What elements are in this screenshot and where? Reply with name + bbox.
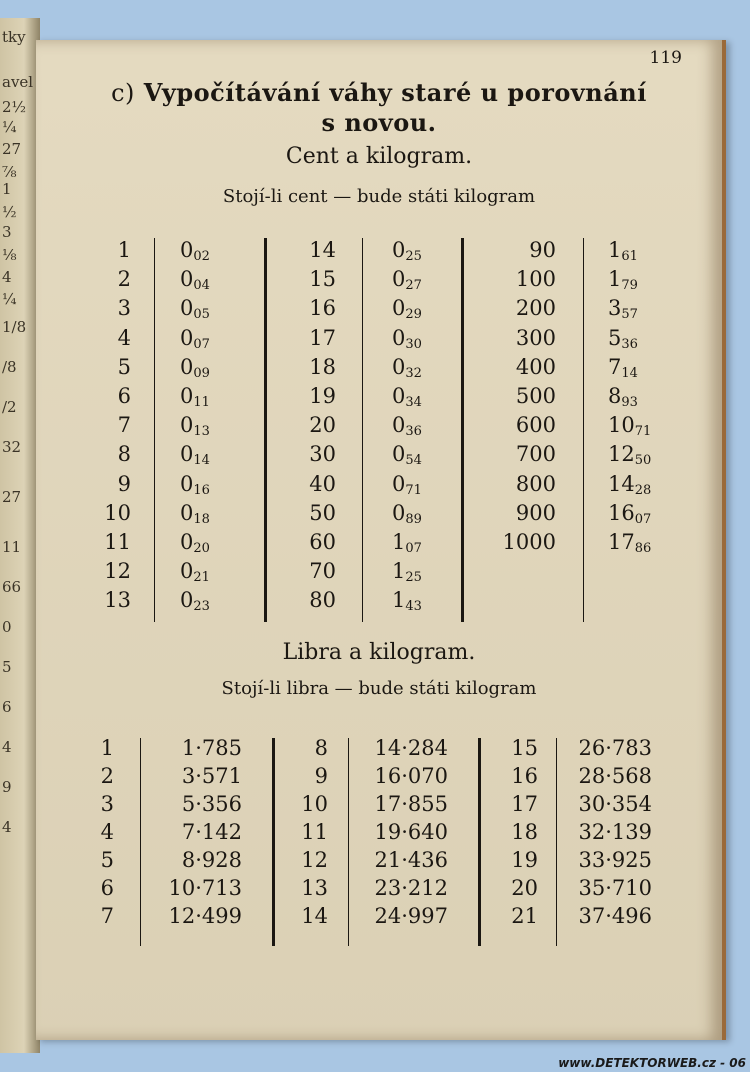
left-page-fragment: 0 (2, 618, 12, 636)
weight-decimal: 25 (405, 249, 422, 264)
weight-cell: 26·783 (578, 736, 652, 760)
chapter-heading-line2: s novou. (321, 108, 437, 137)
weight-integer: 0 (180, 354, 194, 379)
price-cell: 8 (117, 442, 131, 467)
watermark: www.DETEKTORWEB.cz - 06 (558, 1056, 746, 1070)
price-cell: 7 (117, 413, 131, 438)
heading-prefix: c) (111, 79, 135, 107)
weight-integer: 0 (180, 238, 194, 262)
weight-integer: 0 (392, 500, 406, 525)
price-cell: 12 (301, 848, 328, 872)
price-cell: 20 (511, 876, 538, 900)
price-cell: 900 (515, 500, 556, 525)
weight-decimal: 71 (634, 424, 652, 440)
price-cell: 4 (100, 820, 114, 844)
weight-decimal: 27 (405, 278, 422, 294)
left-page-fragment: 66 (2, 578, 22, 596)
weight-cell: 35·710 (578, 876, 652, 900)
left-page-fragment: /2 (2, 398, 17, 416)
book-page (36, 40, 726, 1040)
left-page-fragment: ¼ (2, 290, 17, 308)
section2-divider (140, 738, 141, 946)
weight-decimal: 36 (621, 336, 638, 352)
weight-integer: 0 (180, 530, 194, 554)
weight-decimal: 23 (193, 599, 210, 615)
weight-decimal: 28 (634, 482, 652, 498)
weight-integer: 0 (180, 471, 194, 496)
price-cell: 700 (515, 442, 556, 467)
heading-text-line1: Vypočítávání váhy staré u porovnání (143, 78, 647, 107)
left-page-fragment: 9 (2, 778, 12, 796)
left-page-fragment: 6 (2, 698, 12, 716)
price-cell: 18 (309, 354, 336, 379)
weight-decimal: 43 (405, 599, 422, 615)
left-page-fragment: tky (2, 28, 26, 46)
weight-decimal: 09 (193, 365, 210, 381)
weight-integer: 16 (608, 500, 635, 525)
weight-integer: 0 (392, 442, 406, 467)
section1-description: Stojí-li cent — bude státi kilogram (222, 186, 536, 207)
price-cell: 5 (100, 848, 114, 872)
weight-decimal: 14 (193, 453, 210, 469)
weight-integer: 7 (608, 354, 622, 379)
price-cell: 16 (511, 764, 538, 788)
price-cell: 90 (529, 238, 556, 262)
chapter-heading-line1 (36, 78, 722, 108)
weight-decimal: 20 (193, 541, 210, 556)
price-cell: 6 (117, 384, 131, 408)
weight-integer: 8 (608, 384, 622, 408)
weight-integer: 1 (392, 530, 406, 554)
price-cell: 13 (301, 876, 328, 900)
price-cell: 3 (117, 296, 131, 321)
price-cell: 70 (309, 559, 336, 584)
section2-group-rule (478, 738, 481, 946)
price-cell: 40 (309, 471, 336, 496)
weight-decimal: 07 (634, 511, 652, 527)
left-page-fragment: 32 (2, 438, 22, 456)
price-cell: 2 (117, 267, 131, 292)
price-cell: 19 (511, 848, 538, 872)
weight-decimal: 29 (405, 307, 422, 323)
weight-decimal: 13 (193, 424, 210, 440)
price-cell: 3 (100, 792, 114, 816)
weight-decimal: 07 (405, 541, 422, 556)
weight-cell: 5·356 (181, 792, 242, 816)
left-page-fragment: ⅛ (2, 246, 17, 264)
weight-cell: 14·284 (374, 736, 448, 760)
price-cell: 100 (515, 267, 556, 292)
weight-integer: 5 (608, 325, 622, 350)
price-cell: 500 (515, 384, 556, 408)
weight-integer: 1 (392, 588, 406, 613)
weight-decimal: 61 (621, 249, 638, 264)
section2-title: Libra a kilogram. (282, 640, 476, 665)
price-cell: 50 (309, 500, 336, 525)
left-page-fragment: avel (2, 73, 34, 91)
weight-decimal: 32 (405, 365, 422, 381)
weight-cell: 16·070 (374, 764, 448, 788)
price-cell: 1 (100, 736, 114, 760)
weight-cell: 32·139 (578, 820, 652, 844)
price-cell: 1000 (502, 530, 556, 554)
price-cell: 10 (301, 792, 328, 816)
price-cell: 13 (104, 588, 131, 613)
weight-cell: 19·640 (374, 820, 448, 844)
weight-decimal: 25 (405, 570, 422, 586)
weight-integer: 14 (608, 471, 635, 496)
price-cell: 12 (104, 559, 131, 584)
weight-decimal: 79 (621, 278, 638, 294)
section1-group-rule (264, 238, 267, 622)
price-cell: 9 (314, 764, 328, 788)
weight-cell: 23·212 (374, 876, 448, 900)
price-cell: 6 (100, 876, 114, 900)
price-cell: 300 (515, 325, 556, 350)
left-page-fragment: 27 (2, 488, 22, 506)
weight-cell: 33·925 (578, 848, 652, 872)
weight-cell: 12·499 (168, 904, 242, 928)
left-page-fragment: 4 (2, 738, 12, 756)
price-cell: 60 (309, 530, 336, 554)
weight-integer: 0 (180, 442, 194, 467)
weight-cell (180, 586, 210, 621)
section1-group-rule (461, 238, 464, 622)
weight-integer: 0 (392, 413, 406, 438)
left-page-fragment: /8 (2, 358, 17, 376)
weight-integer: 0 (180, 413, 194, 438)
weight-cell (392, 586, 422, 621)
weight-decimal: 71 (405, 482, 422, 498)
weight-decimal: 21 (193, 570, 210, 586)
section2-description: Stojí-li libra — bude státi kilogram (221, 678, 537, 699)
left-page-fragment: 4 (2, 818, 12, 836)
price-cell: 4 (117, 325, 131, 350)
price-cell: 14 (309, 238, 336, 262)
weight-cell: 7·142 (181, 820, 242, 844)
section1-divider (583, 238, 584, 622)
left-page-fragment: 27 (2, 140, 22, 158)
weight-cell: 28·568 (578, 764, 652, 788)
weight-integer: 0 (392, 238, 406, 262)
weight-integer: 0 (180, 559, 194, 584)
section2-group-rule (272, 738, 275, 946)
weight-cell: 37·496 (578, 904, 652, 928)
weight-decimal: 36 (405, 424, 422, 440)
weight-cell: 8·928 (181, 848, 242, 872)
section2-divider (348, 738, 349, 946)
page-number: 119 (649, 48, 682, 68)
weight-cell: 3·571 (181, 764, 242, 788)
left-page-fragment: 11 (2, 538, 22, 556)
left-page-fragment: 2½ (2, 98, 27, 116)
weight-integer: 0 (180, 588, 194, 613)
price-cell: 8 (314, 736, 328, 760)
weight-integer: 17 (608, 530, 635, 554)
weight-integer: 0 (392, 325, 406, 350)
price-cell: 21 (511, 904, 538, 928)
weight-decimal: 57 (621, 307, 638, 323)
weight-integer: 0 (180, 267, 194, 292)
weight-integer: 12 (608, 442, 635, 467)
left-page-fragment: 3 (2, 223, 12, 241)
weight-integer: 10 (608, 413, 635, 438)
left-page-fragment: 1 (2, 180, 12, 198)
weight-integer: 0 (180, 325, 194, 350)
price-cell: 2 (100, 764, 114, 788)
price-cell: 7 (100, 904, 114, 928)
section1-divider (362, 238, 363, 622)
weight-integer: 0 (180, 500, 194, 525)
weight-decimal: 89 (405, 511, 422, 527)
weight-decimal: 30 (405, 336, 422, 352)
price-cell: 17 (511, 792, 538, 816)
left-page-fragment: 4 (2, 268, 12, 286)
price-cell: 5 (117, 354, 131, 379)
price-cell: 11 (301, 820, 328, 844)
weight-integer: 0 (392, 354, 406, 379)
price-cell: 11 (104, 530, 131, 554)
weight-decimal: 07 (193, 336, 210, 352)
weight-decimal: 05 (193, 307, 210, 323)
weight-integer: 3 (608, 296, 622, 321)
weight-decimal: 11 (193, 395, 210, 410)
weight-decimal: 14 (621, 365, 638, 381)
section1-title: Cent a kilogram. (285, 144, 473, 169)
weight-cell: 1·785 (181, 736, 242, 760)
price-cell: 1 (117, 238, 131, 262)
left-page-fragment: 1/8 (2, 318, 27, 336)
weight-cell: 10·713 (168, 876, 242, 900)
price-cell: 15 (511, 736, 538, 760)
weight-decimal: 34 (405, 395, 422, 410)
weight-integer: 0 (392, 384, 406, 408)
weight-integer: 1 (608, 238, 622, 262)
left-page-fragment: ¼ (2, 118, 17, 136)
price-cell: 30 (309, 442, 336, 467)
price-cell: 800 (515, 471, 556, 496)
price-cell: 15 (309, 267, 336, 292)
weight-decimal: 86 (634, 541, 652, 556)
weight-integer: 0 (392, 296, 406, 321)
weight-integer: 0 (392, 267, 406, 292)
price-cell: 17 (309, 325, 336, 350)
price-cell: 9 (117, 471, 131, 496)
price-cell: 18 (511, 820, 538, 844)
left-page-edge (0, 18, 40, 1053)
left-page-fragment: ½ (2, 203, 17, 221)
weight-decimal: 54 (405, 453, 422, 469)
weight-integer: 0 (392, 471, 406, 496)
weight-decimal: 18 (193, 511, 210, 527)
weight-integer: 1 (608, 267, 622, 292)
price-cell: 600 (515, 413, 556, 438)
price-cell: 10 (104, 500, 131, 525)
price-cell: 19 (309, 384, 336, 408)
price-cell: 16 (309, 296, 336, 321)
price-cell: 400 (515, 354, 556, 379)
weight-cell: 30·354 (578, 792, 652, 816)
price-cell: 14 (301, 904, 328, 928)
weight-decimal: 50 (634, 453, 652, 469)
weight-cell (608, 528, 651, 563)
price-cell: 80 (309, 588, 336, 613)
left-page-fragment: ⅞ (2, 163, 17, 181)
weight-integer: 0 (180, 384, 194, 408)
weight-decimal: 93 (621, 395, 638, 410)
weight-decimal: 04 (193, 278, 210, 294)
weight-cell: 24·997 (374, 904, 448, 928)
section2-divider (556, 738, 557, 946)
section1-divider (154, 238, 155, 622)
weight-cell: 17·855 (374, 792, 448, 816)
price-cell: 20 (309, 413, 336, 438)
weight-integer: 0 (180, 296, 194, 321)
price-cell: 200 (515, 296, 556, 321)
left-page-fragment: 5 (2, 658, 12, 676)
weight-decimal: 02 (193, 249, 210, 264)
weight-decimal: 16 (193, 482, 210, 498)
weight-cell: 21·436 (374, 848, 448, 872)
weight-integer: 1 (392, 559, 406, 584)
